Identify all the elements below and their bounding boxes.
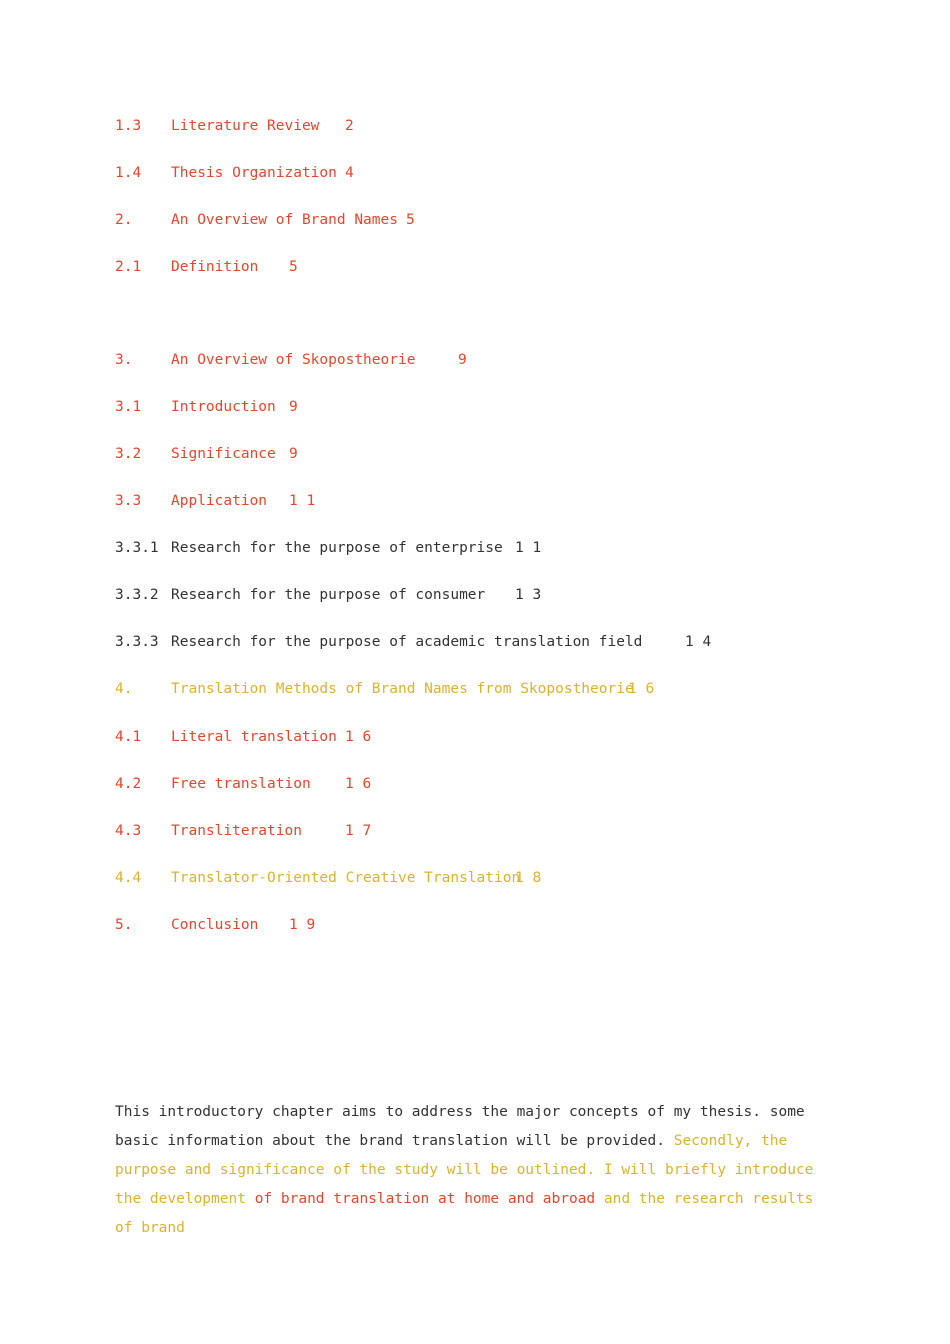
toc-entry-number: 3.3.2 [115, 587, 159, 603]
intro-text-part-4: and the research results of brand [115, 1191, 814, 1236]
toc-entry-title: An Overview of Skopostheorie [171, 352, 416, 368]
toc-entry-title: Research for the purpose of academic translation field [171, 634, 643, 650]
toc-entry-number: 1.4 [115, 165, 142, 181]
toc-entry-page: 1 3 [515, 587, 542, 603]
toc-entry-number: 2.1 [115, 259, 142, 275]
toc-entry-number: 4.2 [115, 776, 142, 792]
toc-entry-page: 4 [345, 165, 354, 181]
toc-entry-title: Transliteration [171, 823, 302, 839]
toc-entry-page: 9 [458, 352, 467, 368]
toc-entry-page: 1 9 [289, 917, 316, 933]
toc-entry-title: Literal translation [171, 729, 337, 745]
toc-entry-number: 3.2 [115, 446, 142, 462]
toc-entry-number: 4.1 [115, 729, 142, 745]
toc-entry-title: Thesis Organization [171, 165, 337, 181]
toc-entry-page: 1 7 [345, 823, 372, 839]
intro-text-part-2: Secondly, the purpose and significance of the study will be outlined. I will briefly introduce the development [115, 1133, 814, 1207]
intro-text-part-3: of brand translation at home and abroad [254, 1191, 596, 1207]
toc-entry-page: 5 [289, 259, 298, 275]
toc-entry-number: 3.3.3 [115, 634, 159, 650]
toc-entry-page: 1 6 [345, 729, 372, 745]
toc-entry-number: 4. [115, 681, 133, 697]
toc-entry-page: 1 8 [515, 870, 542, 886]
toc-entry-page: 2 [345, 118, 354, 134]
toc-entry-page: 1 1 [289, 493, 316, 509]
toc-entry-number: 1.3 [115, 118, 142, 134]
toc-entry-page: 9 [289, 446, 298, 462]
toc-entry-title: Conclusion [171, 917, 259, 933]
toc-entry-page: 1 6 [628, 681, 655, 697]
toc-entry-title: An Overview of Brand Names [171, 212, 398, 228]
toc-entry-title: Application [171, 493, 268, 509]
toc-entry-title: Literature Review [171, 118, 320, 134]
toc-entry-page: 1 4 [685, 634, 712, 650]
toc-entry-title: Translator-Oriented Creative Translation [171, 870, 521, 886]
toc-entry-page: 1 1 [515, 540, 542, 556]
toc-entry-title: Free translation [171, 776, 311, 792]
toc-entry-title: Introduction [171, 399, 276, 415]
toc-entry-title: Definition [171, 259, 259, 275]
toc-entry-title: Research for the purpose of enterprise [171, 540, 503, 556]
toc-entry-title: Translation Methods of Brand Names from Skopostheorie [171, 681, 634, 697]
toc-entry-number: 3.3 [115, 493, 142, 509]
toc-entry-number: 5. [115, 917, 133, 933]
toc-entry-number: 3. [115, 352, 133, 368]
intro-text-part-1: This introductory chapter aims to address the major concepts of my thesis. some basic information about the brand translation will be provided. [115, 1104, 805, 1149]
toc-entry-page: 5 [406, 212, 415, 228]
toc-entry-number: 2. [115, 212, 133, 228]
toc-entry-page: 9 [289, 399, 298, 415]
toc-entry-page: 1 6 [345, 776, 372, 792]
toc-entry-number: 3.1 [115, 399, 142, 415]
intro-paragraph [115, 1098, 835, 1243]
toc-entry-number: 3.3.1 [115, 540, 159, 556]
toc-entry-number: 4.4 [115, 870, 142, 886]
toc-entry-title: Research for the purpose of consumer [171, 587, 486, 603]
toc-entry-title: Significance [171, 446, 276, 462]
toc-entry-number: 4.3 [115, 823, 142, 839]
